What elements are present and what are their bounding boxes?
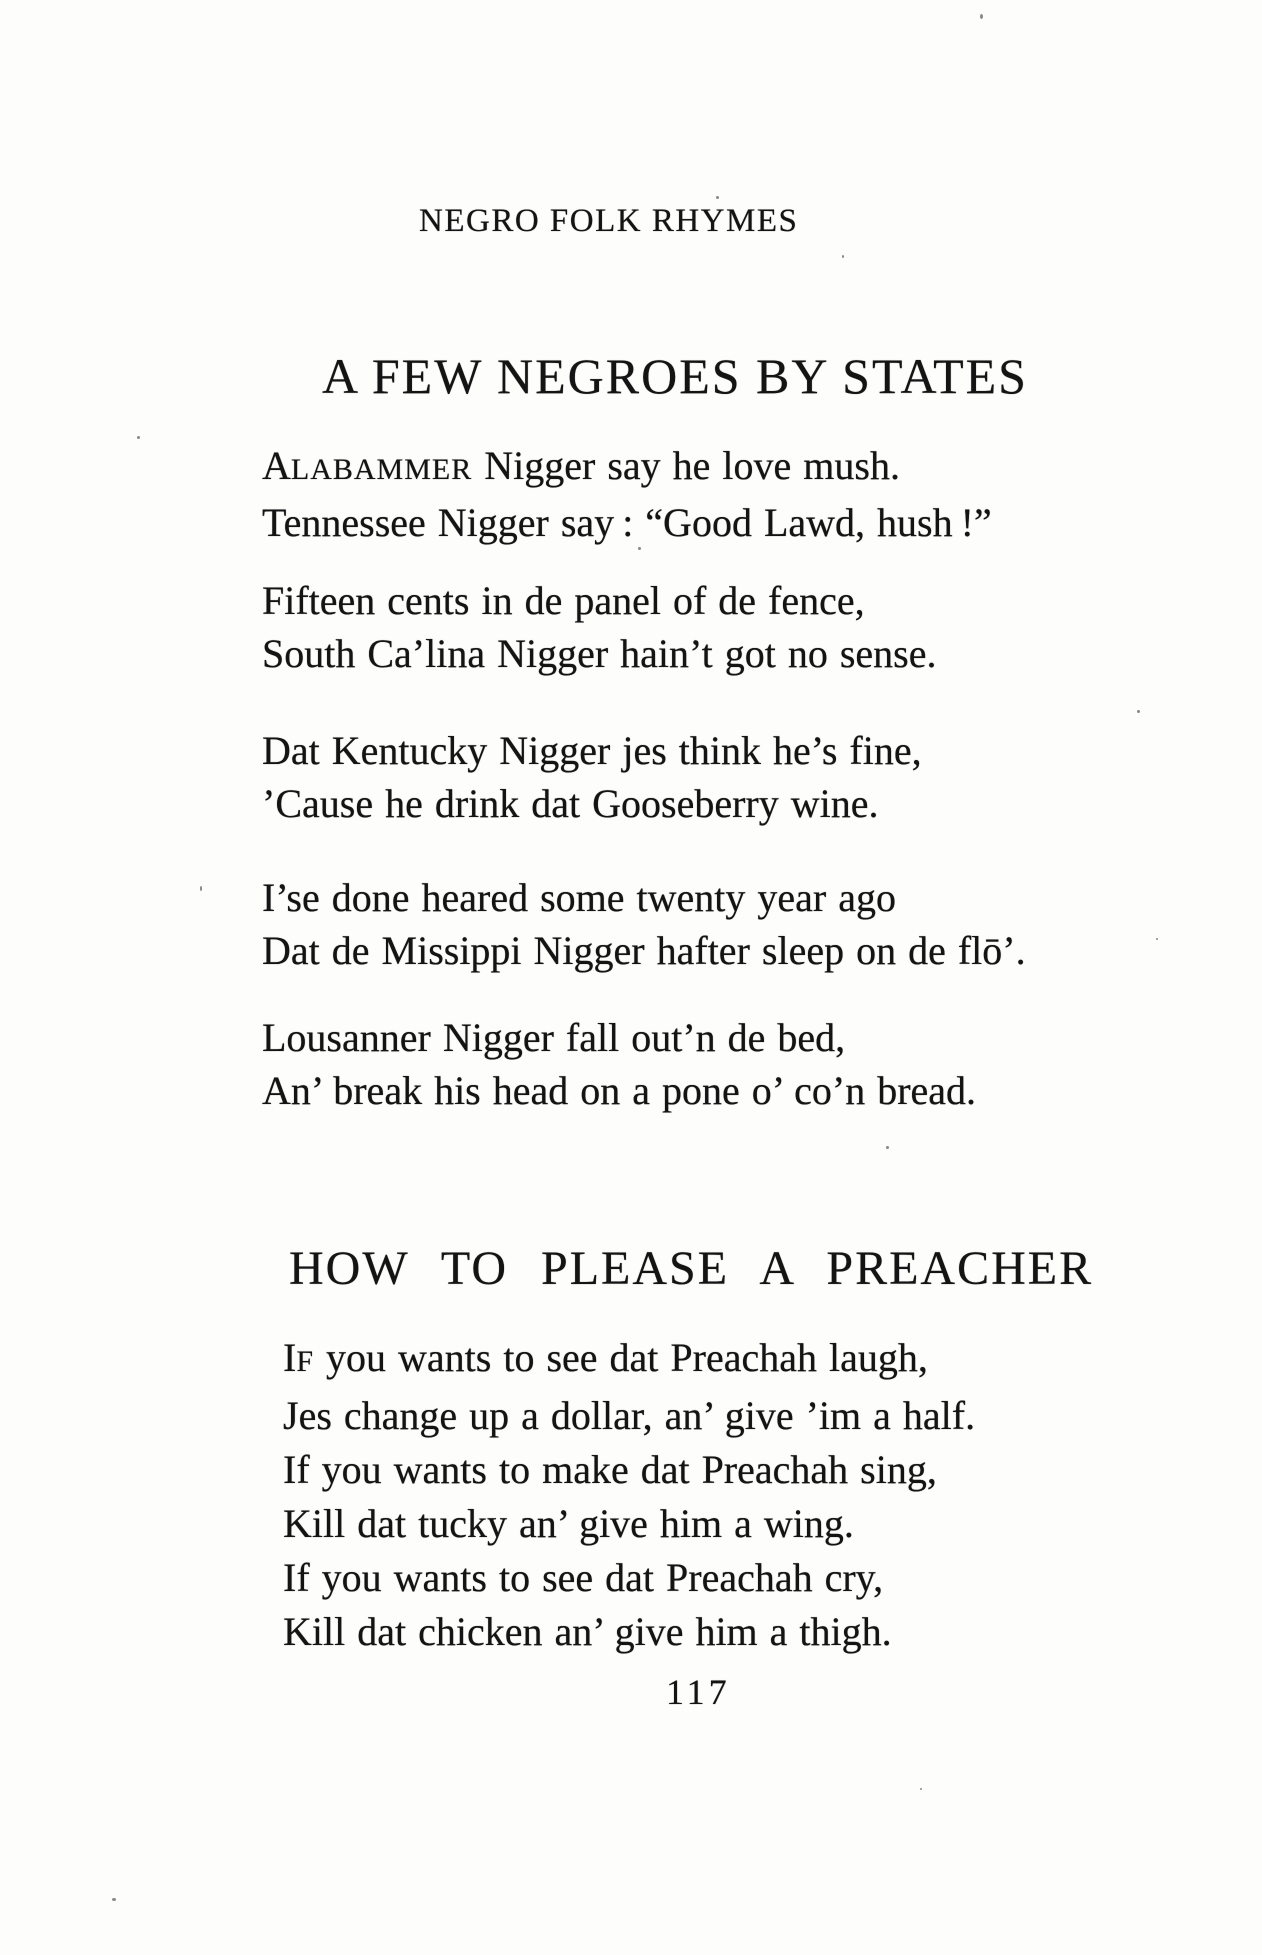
poem2-stanza bbox=[283, 1331, 975, 1659]
lead-word-small-caps: F bbox=[296, 1345, 315, 1378]
lead-initial: I bbox=[283, 1335, 297, 1380]
poem-line: If you wants to see dat Preachah cry, bbox=[283, 1555, 884, 1600]
poem1-stanza-3 bbox=[262, 724, 922, 830]
lead-initial: A bbox=[262, 443, 291, 488]
section-title-a-few-negroes-by-states: A FEW NEGROES BY STATES bbox=[322, 348, 1028, 404]
poem1-stanza-4 bbox=[262, 871, 1026, 977]
poem1-stanza-5 bbox=[262, 1011, 976, 1117]
poem-line bbox=[262, 439, 992, 496]
scan-speck bbox=[1137, 710, 1140, 713]
scan-speck bbox=[137, 436, 140, 439]
poem-line: If you wants to make dat Preachah sing, bbox=[283, 1447, 937, 1492]
scan-speck bbox=[200, 886, 202, 891]
scan-speck bbox=[920, 1788, 922, 1790]
poem-line-text: you wants to see dat Preachah laugh, bbox=[314, 1335, 928, 1380]
poem-line: South Ca’lina Nigger hain’t got no sense. bbox=[262, 631, 937, 676]
running-header: NEGRO FOLK RHYMES bbox=[419, 203, 799, 239]
poem-line bbox=[283, 1331, 975, 1389]
scan-speck bbox=[1156, 938, 1158, 940]
scan-speck bbox=[638, 547, 641, 550]
poem-line: Jes change up a dollar, an’ give ’im a half. bbox=[283, 1393, 976, 1438]
poem-line-text: Nigger say he love mush. bbox=[472, 443, 900, 488]
poem-line: Tennessee Nigger say : “Good Lawd, hush !” bbox=[262, 500, 992, 545]
poem-line: Dat de Missippi Nigger hafter sleep on de flō’. bbox=[262, 928, 1026, 973]
poem-line: An’ break his head on a pone o’ co’n bread. bbox=[262, 1068, 977, 1113]
poem-line: I’se done heared some twenty year ago bbox=[262, 875, 896, 920]
scan-speck bbox=[716, 196, 719, 199]
poem-line: Dat Kentucky Nigger jes think he’s fine, bbox=[262, 728, 922, 773]
poem-line: Kill dat chicken an’ give him a thigh. bbox=[283, 1609, 892, 1654]
poem1-stanza-1 bbox=[262, 439, 992, 549]
scan-speck bbox=[112, 1898, 116, 1901]
scan-speck bbox=[980, 14, 983, 19]
section-title-how-to-please-a-preacher: HOW TO PLEASE A PREACHER bbox=[289, 1242, 1094, 1295]
page-number: 117 bbox=[666, 1672, 731, 1712]
lead-word-small-caps: LABAMMER bbox=[290, 453, 473, 486]
scan-speck bbox=[886, 1146, 889, 1149]
poem-line: Fifteen cents in de panel of de fence, bbox=[262, 578, 865, 623]
poem1-stanza-2 bbox=[262, 574, 937, 680]
poem-line: Kill dat tucky an’ give him a wing. bbox=[283, 1501, 854, 1546]
poem-line: Lousanner Nigger fall out’n de bed, bbox=[262, 1015, 846, 1060]
poem-line: ’Cause he drink dat Gooseberry wine. bbox=[262, 781, 879, 826]
scan-speck bbox=[842, 255, 844, 258]
